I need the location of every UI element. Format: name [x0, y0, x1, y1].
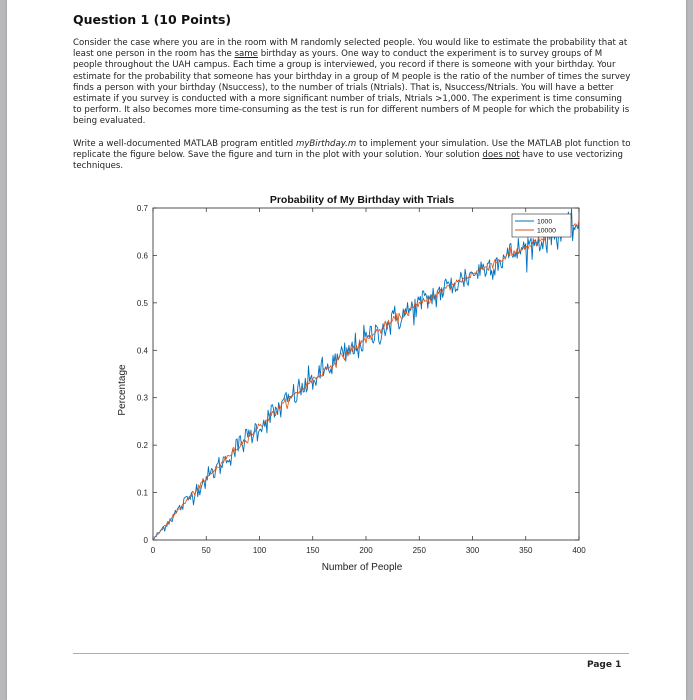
y-tick-label: 0.3 — [136, 393, 148, 403]
y-tick-label: 0.7 — [136, 204, 148, 213]
plot-area — [153, 208, 579, 540]
y-tick-label: 0.5 — [136, 298, 148, 308]
x-tick-label: 300 — [465, 546, 480, 555]
y-tick-label: 0 — [143, 536, 148, 545]
x-tick-label: 250 — [412, 546, 426, 555]
chart-title: Probability of My Birthday with Trials — [269, 194, 455, 206]
y-axis-label: Percentage — [117, 364, 128, 416]
paragraph-text: Write a well-documented MATLAB program entitled — [73, 139, 296, 149]
page-number: Page 1 — [587, 660, 622, 670]
x-tick-label: 350 — [519, 546, 533, 555]
question-title: Question 1 (10 Points) — [73, 12, 232, 27]
y-tick-label: 0.6 — [136, 251, 148, 261]
x-tick-label: 0 — [150, 546, 156, 555]
paragraph-text: have to use vectorizing techniques. — [73, 150, 624, 172]
emphasis-does-not: does not — [482, 150, 520, 161]
y-tick-label: 0.2 — [136, 441, 148, 451]
paragraph-text: to implement your simulation. Use the MATLAB plot function to replicate the figure below. Save the figure and turn in the plot with your solution. Your solution — [73, 139, 631, 161]
probability-chart — [73, 185, 623, 585]
program-filename: myBirthday.m — [295, 139, 357, 149]
y-tick-label: 0.1 — [136, 488, 148, 498]
legend-label-1000: 1000 — [537, 218, 553, 226]
x-axis-label: Number of People — [321, 562, 403, 573]
x-tick-label: 200 — [359, 546, 373, 555]
paragraph-text: Consider the case where you are in the room with M randomly selected people. You would like to estimate the probability that at least one person in the room has the — [73, 38, 628, 60]
document-page — [7, 0, 686, 700]
legend-label-10000: 10000 — [537, 227, 556, 235]
emphasis-same: same — [234, 49, 258, 60]
footer-divider — [73, 653, 629, 654]
x-tick-label: 150 — [306, 546, 320, 555]
paragraph-text: birthday as yours. One way to conduct the experiment is to survey groups of M people throughout the UAH campus. Each time a group is interviewed, you record if there is someone with your birthday. Your estimate for the probability that someone has your birthday in a group of M people is the ratio of the number of times the survey finds a person with your birthday (Nsuccess), to the number of trials (Ntrials). That is, Nsuccess/Ntrials. You will have a better estimate if you survey is conducted with a more significant number of trials, Ntrials >1,000. The experiment is time consuming to perform. It also becomes more time-consuming as the test is run for different numbers of M people for which the probability is being evaluated. — [73, 49, 631, 127]
x-tick-label: 100 — [252, 546, 267, 555]
y-tick-label: 0.4 — [136, 346, 148, 356]
instructions-paragraph — [73, 139, 633, 173]
x-tick-label: 400 — [572, 546, 586, 555]
problem-paragraph — [73, 38, 633, 128]
x-tick-label: 50 — [201, 546, 211, 555]
